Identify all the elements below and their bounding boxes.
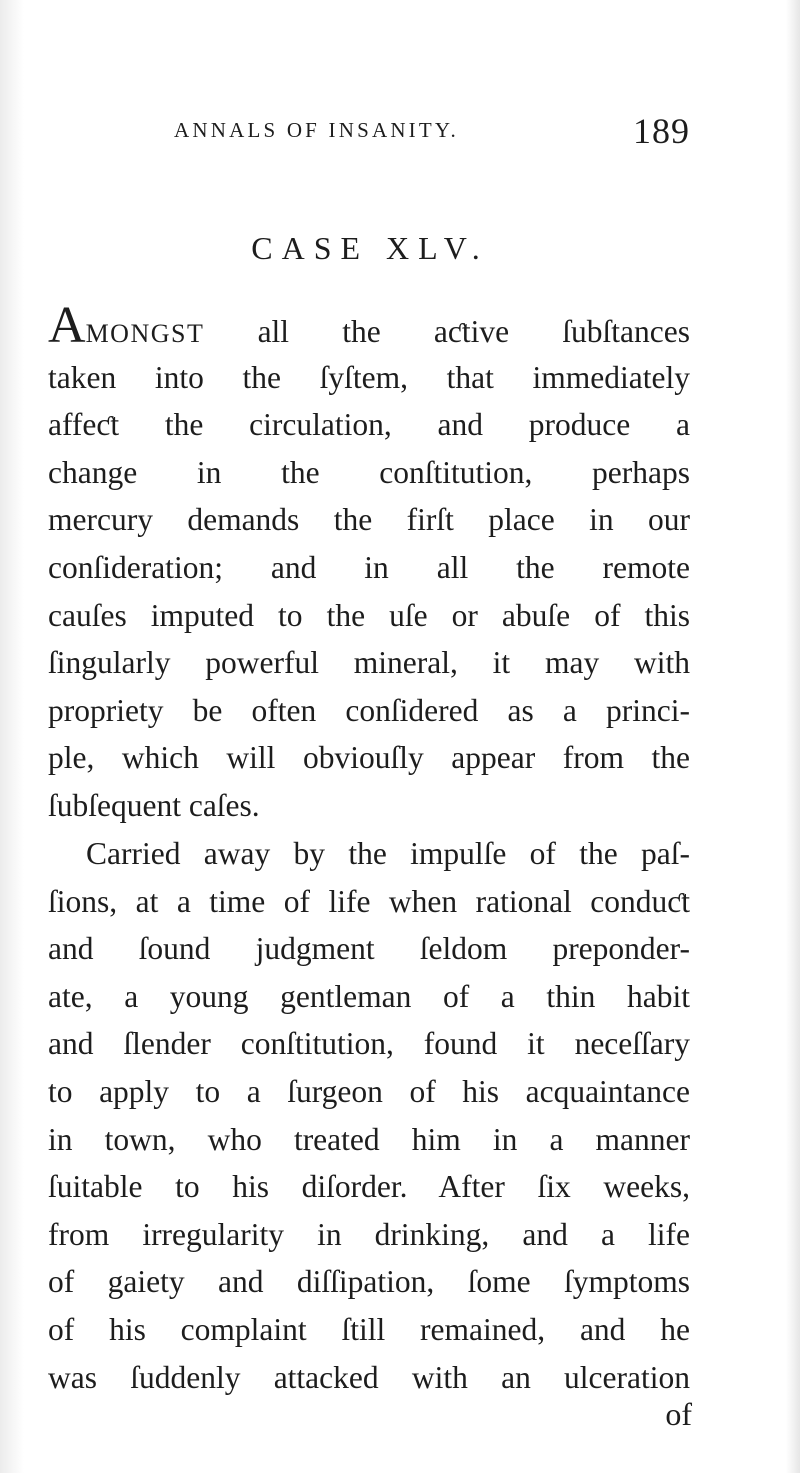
text-line: Carried away by the impulſe of the paſ- <box>86 836 690 871</box>
text-line: was ſuddenly attacked with an ulceration <box>48 1359 690 1395</box>
page-gutter-shadow <box>0 0 24 1473</box>
page-number: 189 <box>633 111 690 151</box>
text-line: change in the conſtitution, perhaps <box>48 454 690 490</box>
paragraph-1 <box>48 297 691 830</box>
text-line: and ſlender conſtitution, found it neceſſary <box>48 1026 690 1062</box>
paragraph-2 <box>48 830 690 1401</box>
text-line: in town, who treated him in a manner <box>48 1121 690 1157</box>
text-line: propriety be often conſidered as a princi- <box>48 692 690 728</box>
page-edge-shadow <box>786 0 800 1473</box>
text-line: ſubſequent caſes. <box>48 787 260 823</box>
text-line: ple, which will obviouſly appear from the <box>48 740 690 776</box>
first-line-text: all the aƈtive ſubſtances <box>257 314 691 349</box>
text-line: of gaiety and diſſipation, ſome ſymptoms <box>48 1264 690 1300</box>
text-line: ate, a young gentleman of a thin habit <box>48 978 690 1014</box>
text-line: of his complaint ſtill remained, and he <box>48 1311 690 1347</box>
text-line: conſideration; and in all the remote <box>48 549 690 585</box>
text-line: and ſound judgment ſeldom preponder- <box>48 931 690 967</box>
text-line: taken into the ſyſtem, that immediately <box>48 359 690 395</box>
text-line: ſions, at a time of life when rational conduƈt <box>48 883 690 919</box>
catchword: of <box>665 1396 692 1432</box>
running-title: ANNALS OF INSANITY. <box>174 118 460 142</box>
case-heading: CASE XLV. <box>251 230 489 266</box>
text-line: from irregularity in drinking, and a life <box>48 1216 690 1252</box>
text-line <box>48 297 691 354</box>
text-line: ſuitable to his diſorder. After ſix weeks, <box>48 1169 690 1205</box>
text-line: to apply to a ſurgeon of his acquaintance <box>48 1073 690 1109</box>
running-head <box>48 112 692 152</box>
drop-cap: A <box>48 297 86 354</box>
opening-word-caps: MONGST <box>85 319 205 348</box>
text-line: cauſes imputed to the uſe or abuſe of this <box>48 597 690 633</box>
text-line: affeƈt the circulation, and produce a <box>48 407 690 443</box>
text-line: ſingularly powerful mineral, it may with <box>48 645 690 681</box>
text-line: mercury demands the firſt place in our <box>48 502 690 538</box>
